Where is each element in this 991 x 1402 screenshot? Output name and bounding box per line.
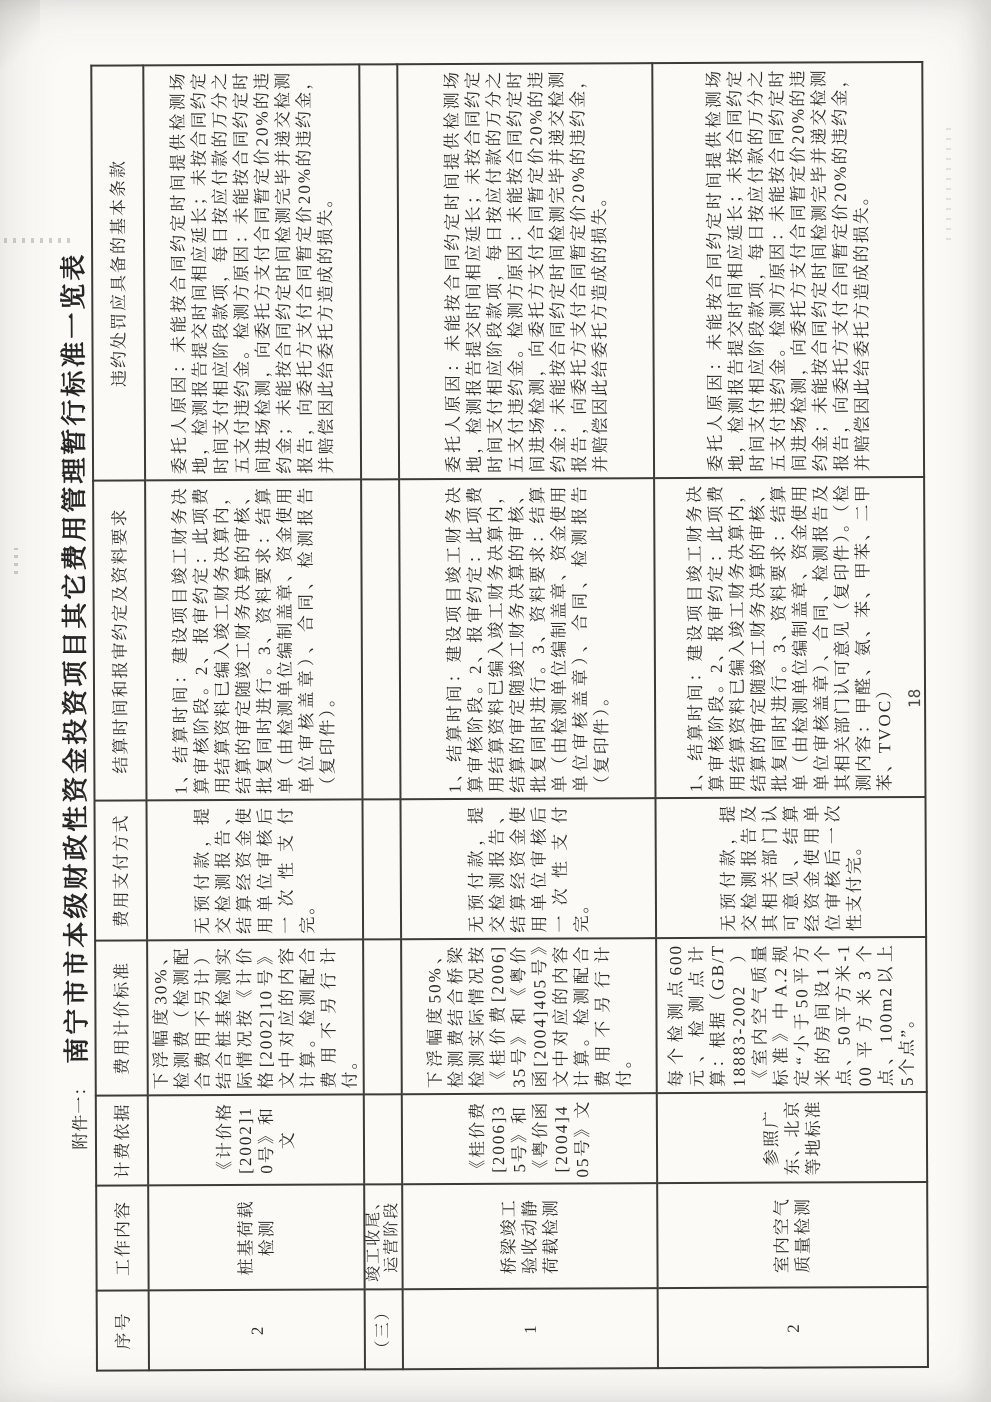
cell-breach: 委托人原因：未能按合同约定时间提供检测场地，检测报告提交时间相应延长；未按合同约定时间支付相应阶段款项，每日按应付款的万分之五支付违约金。检测方原因：未能按合同约定时间进场检测，向委托方支付合同暂定价20%的违约金；未能按合同约定时间检测完毕并递交检测报告，向委托方支付合同暂定价20%的违约金，并赔偿因此给委托方造成的损失。 xyxy=(652,62,924,478)
cell-payment: 无预付款，提交检测报告及其相关部门认可意见、结算经资金使用单位审核后一次性支付完。 xyxy=(655,797,926,938)
cell-basis xyxy=(364,1094,402,1184)
cell-settlement: 1、结算时间：建设项目竣工财务决算审核阶段。2、报审约定：此项费用结算资料已编入竣工财务决算内，结算的审定随竣工财务决算的审核、批复同时进行。3、资料要求：结算单（由检测单位编制盖章、资金使用单位审核盖章）、合同、检测报告（复印件）。 xyxy=(399,478,655,799)
table-section-row-completion-stage xyxy=(359,64,403,1369)
col-header-seq: 序号 xyxy=(97,1290,149,1370)
col-header-payment: 费用支付方式 xyxy=(94,800,147,940)
cell-pricing: 下浮幅度50%、检测费结合桥梁检测实际情况按《桂价费[2006]35号》和《粤价函[2004]405号》文中对应的内容计算。检测配合费用不另行计付。 xyxy=(401,938,657,1094)
cell-seq: 2 xyxy=(658,1287,928,1368)
table-row-bridge-load-test xyxy=(397,63,658,1369)
cell-payment: 无预付款，提交检测报告、结算经资金使用单位审核后一次性支付完。 xyxy=(146,799,363,940)
table-header-row xyxy=(91,65,149,1370)
page-title: 南宁市市本级财政性资金投资项目其它费用管理暂行标准一览表 xyxy=(59,251,92,1064)
col-header-settlement: 结算时间和报审约定及资料要求 xyxy=(93,480,146,800)
table-row-indoor-air-quality xyxy=(652,62,928,1368)
col-header-breach: 违约处罚应具备的基本条款 xyxy=(91,65,145,480)
cell-basis: 《计价格[2002]10号》和文 xyxy=(148,1094,364,1185)
col-header-work: 工作内容 xyxy=(96,1185,148,1290)
scan-noise xyxy=(14,548,18,574)
cell-breach xyxy=(359,64,399,479)
col-header-basis: 计费依据 xyxy=(96,1095,148,1185)
cell-seq: （三） xyxy=(365,1289,403,1369)
cell-seq: 1 xyxy=(403,1288,658,1369)
scan-smudge xyxy=(0,0,40,70)
cell-pricing: 每个检测点600元、检测点计算：根据（GB/T18883-2002）《室内空气质量标准》中A.2规定“小于50平方米的房间设1个点、50平方米-100平方米3个点、100m2以上5个点”。 xyxy=(656,937,927,1093)
cell-payment xyxy=(362,799,401,939)
table-row-pile-load-test xyxy=(143,64,365,1370)
scan-noise xyxy=(946,120,951,240)
cell-work: 室内空气质量检测 xyxy=(657,1182,927,1288)
cell-pricing xyxy=(363,939,402,1094)
cell-basis: 《桂价费[2006]35号》和《粤价函[2004]405号》文 xyxy=(402,1093,657,1184)
cell-payment: 无预付款，提交检测报告、结算经资金使用单位审核后一次性支付完。 xyxy=(400,798,656,939)
cell-work: 竣工收尾、运营阶段 xyxy=(364,1184,402,1289)
cell-breach: 委托人原因：未能按合同约定时间提供检测场地，检测报告提交时间相应延长；未按合同约定时间支付相应阶段款项，每日按应付款的万分之五支付违约金。检测方原因：未能按合同约定时间进场检测，向委托方支付合同暂定价20%的违约金；未能按合同约定时间检测完毕并递交检测报告，向委托方支付合同暂定价20%的违约金，并赔偿因此给委托方造成的损失。 xyxy=(143,64,361,480)
cell-work: 桥梁竣工验收动静荷载检测 xyxy=(402,1183,657,1289)
cell-basis: 参照广东、北京等地标准 xyxy=(657,1092,927,1183)
cell-settlement: 1、结算时间：建设项目竣工财务决算审核阶段。2、报审约定：此项费用结算资料已编入竣工财务决算内，结算的审定随竣工财务决算的审核、批复同时进行。3、资料要求：结算单（由检测单位编制盖章、资金使用单位审核盖章）、合同、检测报告（复印件）。 xyxy=(145,479,362,800)
cell-seq: 2 xyxy=(149,1289,365,1370)
cell-pricing: 下浮幅度30%、检测费（检测配合费用不另计）结合桩基检测实际情况按《计价格[2002]10号》文中对应的内容计算。检测配合费用不另行计付。 xyxy=(147,939,364,1095)
cell-settlement xyxy=(361,479,400,799)
cell-work: 桩基荷载检测 xyxy=(148,1184,364,1290)
col-header-pricing: 费用计价标准 xyxy=(95,940,148,1095)
fee-standards-table xyxy=(90,61,929,1372)
scan-noise xyxy=(4,238,70,243)
attachment-label: 附件一： xyxy=(70,1077,91,1150)
cell-breach: 委托人原因：未能按合同约定时间提供检测场地，检测报告提交时间相应延长；未按合同约定时间支付相应阶段款项，每日按应付款的万分之五支付违约金。检测方原因：未能按合同约定时间进场检测，向委托方支付合同暂定价20%的违约金；未能按合同约定时间检测完毕并递交检测报告，向委托方支付合同暂定价20%的违约金，并赔偿因此给委托方造成的损失。 xyxy=(397,63,654,479)
cell-settlement: 1、结算时间：建设项目竣工财务决算审核阶段。2、报审约定：此项费用结算资料已编入竣工财务决算内，结算的审定随竣工财务决算的审核、批复同时进行。3、资料要求：结算单（由检测单位编制盖章、资金使用单位审核盖章）、合同、检测报告及其相关部门认可意见（复印件）。（检测内容：甲醛、氨、苯、甲苯、二甲苯、TVOC） xyxy=(654,477,925,798)
doc-title xyxy=(52,0,95,1402)
page-number: 18 xyxy=(905,688,925,709)
